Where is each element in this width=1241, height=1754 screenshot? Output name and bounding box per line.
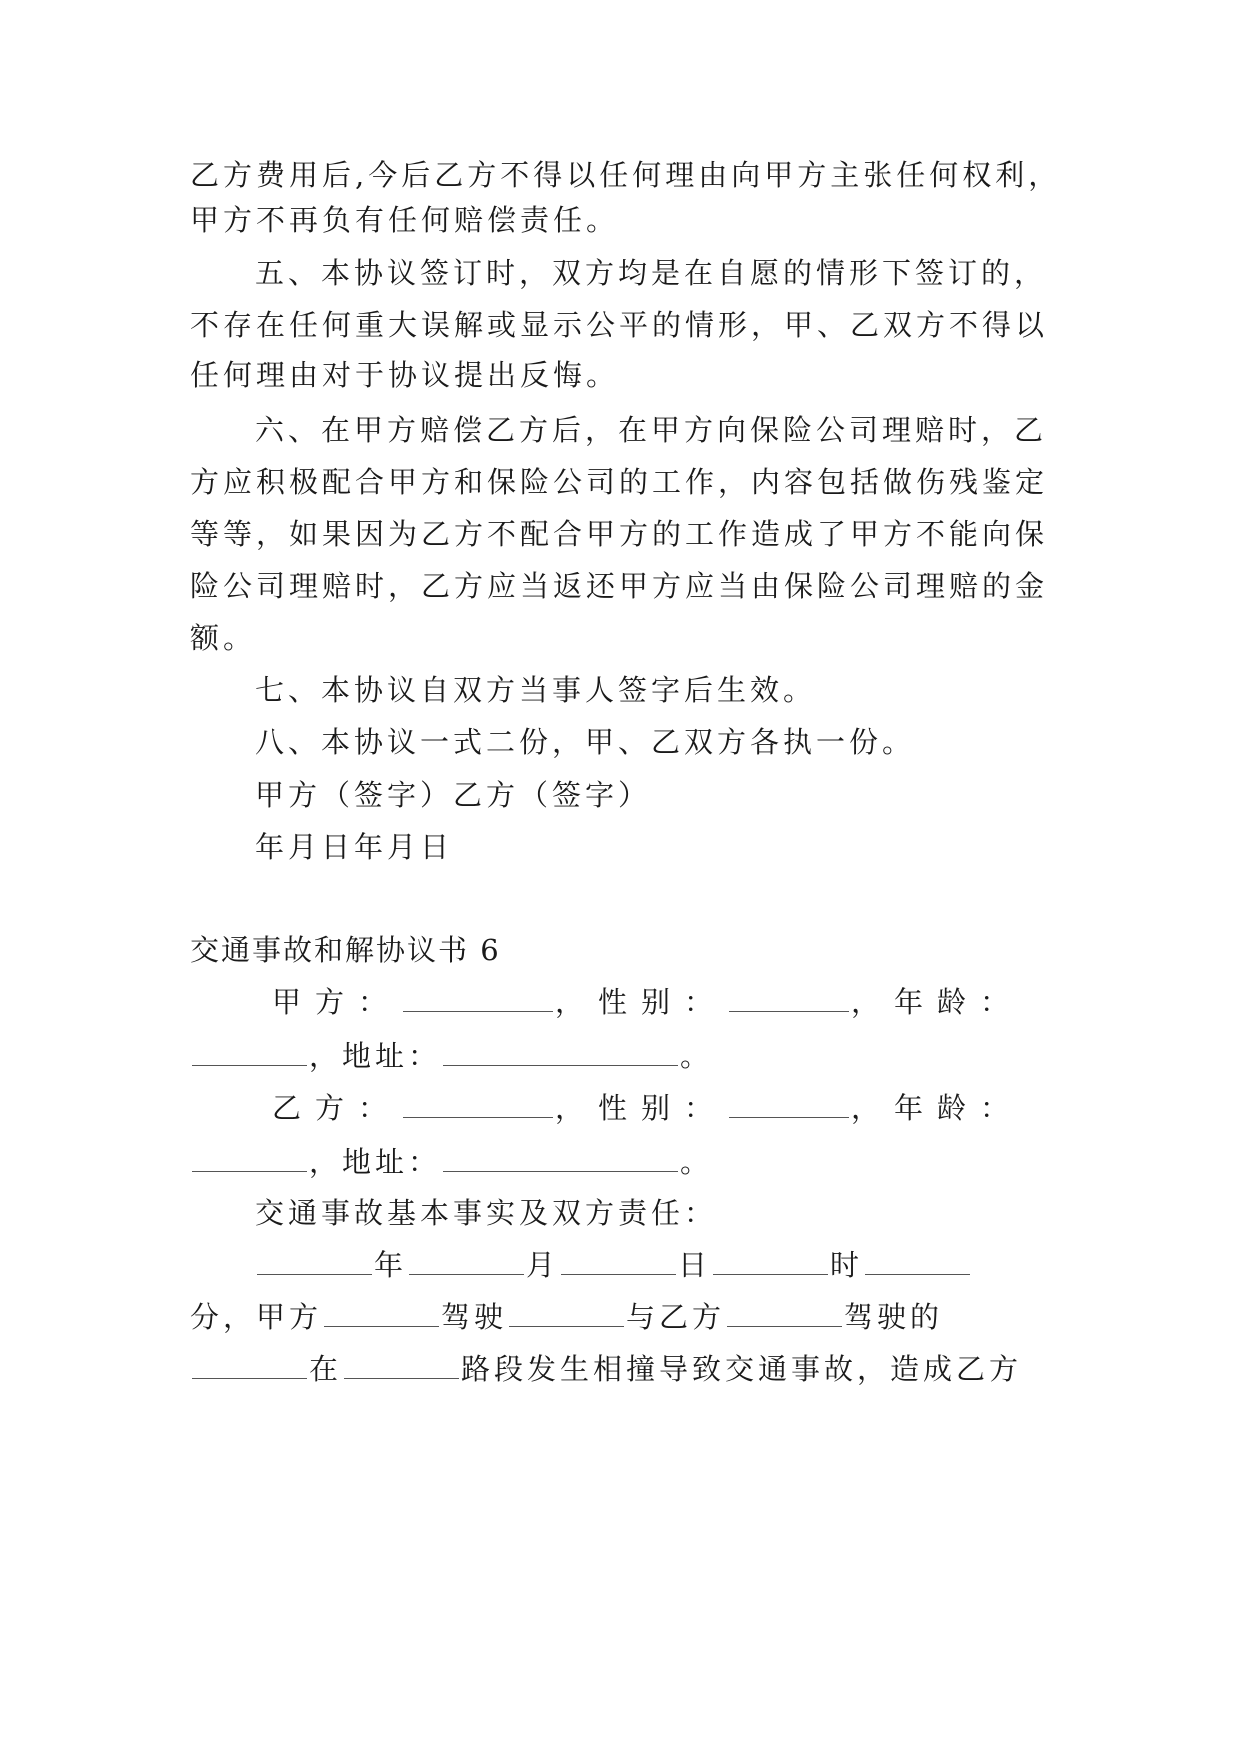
clause-6-line: 六、在甲方赔偿乙方后，在甲方向保险公司理赔时，乙 bbox=[255, 413, 1048, 447]
minute-blank bbox=[865, 1248, 970, 1275]
month-label: 月 bbox=[526, 1248, 560, 1282]
road-blank bbox=[344, 1352, 459, 1379]
party-a-end: 。 bbox=[680, 1039, 714, 1073]
party-a-gender-blank bbox=[729, 985, 849, 1012]
party-a-label: 甲方： bbox=[272, 985, 402, 1019]
drive-label-2: 驾驶的 bbox=[844, 1300, 944, 1334]
month-blank bbox=[409, 1248, 524, 1275]
party-a-vehicle-blank bbox=[324, 1300, 439, 1327]
party-b-gender-blank bbox=[729, 1091, 849, 1118]
drive-label-1: 驾驶 bbox=[441, 1300, 508, 1334]
party-b-age-label: ，年龄： bbox=[851, 1091, 1024, 1125]
clause-6-line: 险公司理赔时，乙方应当返还甲方应当由保险公司理赔的金 bbox=[190, 569, 1049, 603]
party-a-address-label: ，地址： bbox=[309, 1039, 442, 1073]
year-blank bbox=[257, 1248, 372, 1275]
party-a-name-blank bbox=[403, 985, 553, 1012]
party-b-gender-label: ，性别： bbox=[555, 1091, 728, 1125]
clause-5-line: 不存在任何重大误解或显示公平的情形，甲、乙双方不得以 bbox=[190, 308, 1049, 342]
clause-6-line: 等等，如果因为乙方不配合甲方的工作造成了甲方不能向保 bbox=[190, 517, 1049, 551]
road-label: 路段发生相撞导致交通事故，造成乙方 bbox=[461, 1352, 1023, 1386]
party-b-vehicle-blank bbox=[727, 1300, 842, 1327]
date-line: 年月日年月日 bbox=[255, 830, 454, 864]
party-b-name-blank bbox=[403, 1091, 553, 1118]
day-blank bbox=[561, 1248, 676, 1275]
minute-label: 分，甲方 bbox=[190, 1300, 323, 1334]
clause-8: 八、本协议一式二份，甲、乙双方各执一份。 bbox=[255, 725, 916, 759]
party-b-line bbox=[272, 1088, 1107, 1128]
party-b-address-blank bbox=[443, 1145, 678, 1172]
clause-6-line: 额。 bbox=[190, 621, 257, 655]
hour-blank bbox=[713, 1248, 828, 1275]
party-a-address-line bbox=[190, 1036, 1090, 1076]
clause-7: 七、本协议自双方当事人签字后生效。 bbox=[255, 673, 817, 707]
vehicle-b-blank bbox=[192, 1352, 307, 1379]
party-b-label: 乙方： bbox=[272, 1091, 402, 1125]
party-a-gender-label: ，性别： bbox=[555, 985, 728, 1019]
clause-6-line: 方应积极配合甲方和保险公司的工作，内容包括做伤残鉴定 bbox=[190, 465, 1049, 499]
party-a-age-blank bbox=[192, 1039, 307, 1066]
party-b-end: 。 bbox=[680, 1145, 714, 1179]
day-label: 日 bbox=[678, 1248, 712, 1282]
clause-5-line: 五、本协议签订时，双方均是在自愿的情形下签订的， bbox=[255, 256, 1048, 290]
paragraph-line: 甲方不再负有任何赔偿责任。 bbox=[190, 203, 620, 237]
party-a-address-blank bbox=[443, 1039, 678, 1066]
at-label: 在 bbox=[309, 1352, 343, 1386]
party-b-address-line bbox=[190, 1142, 1090, 1182]
party-b-age-blank bbox=[192, 1145, 307, 1172]
paragraph-line: 乙方费用后,今后乙方不得以任何理由向甲方主张任何权利， bbox=[190, 158, 1062, 192]
with-party-b-label: 与乙方 bbox=[626, 1300, 726, 1334]
facts-title: 交通事故基本事实及双方责任： bbox=[255, 1196, 718, 1230]
signature-line: 甲方（签字）乙方（签字） bbox=[255, 778, 652, 812]
clause-5-line: 任何理由对于协议提出反悔。 bbox=[190, 358, 620, 392]
vehicle-a-blank bbox=[509, 1300, 624, 1327]
section-title: 交通事故和解协议书 6 bbox=[190, 933, 501, 967]
facts-datetime-line bbox=[255, 1245, 1090, 1285]
hour-label: 时 bbox=[830, 1248, 864, 1282]
party-b-address-label: ，地址： bbox=[309, 1145, 442, 1179]
facts-drivers-line bbox=[190, 1297, 1090, 1337]
party-a-line bbox=[272, 982, 1107, 1022]
year-label: 年 bbox=[374, 1248, 408, 1282]
facts-location-line bbox=[190, 1349, 1090, 1389]
party-a-age-label: ，年龄： bbox=[851, 985, 1024, 1019]
